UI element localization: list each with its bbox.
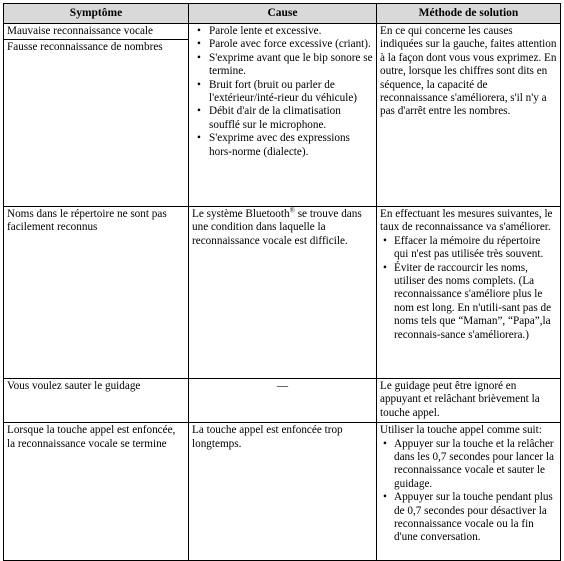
list-item: • S'exprime avec des expressions hors-norme (dialecte).: [192, 132, 373, 159]
cause-cell: [189, 24, 377, 207]
cause-text-part: se trouve dans une condition dans laquelle la reconnaissance vocale est difficile.: [192, 208, 362, 247]
header-symptom: Symptôme: [4, 4, 189, 24]
list-item: • Bruit fort (bruit ou parler de l'extérieur/inté-rieur du véhicule): [192, 79, 373, 106]
symptom-text: Vous voulez sauter le guidage: [7, 380, 141, 392]
symptom-cell: [4, 423, 189, 561]
symptom-text: Fausse reconnaissance de nombres: [4, 39, 188, 55]
cause-text-part: Le système Bluetooth: [192, 208, 290, 220]
table-row: [4, 423, 561, 561]
symptom-cell: [4, 379, 189, 423]
cause-list: [192, 25, 373, 159]
symptom-text: Lorsque la touche appel est enfoncée, la reconnaissance vocale se termine: [7, 424, 176, 450]
cause-text: [192, 208, 373, 248]
cause-text: La touche appel est enfoncée trop longtemps.: [192, 424, 343, 450]
solution-cell: [377, 379, 561, 423]
symptom-text: Mauvaise reconnaissance vocale: [7, 25, 153, 37]
solution-list: [380, 235, 557, 342]
solution-list: [380, 438, 557, 545]
symptom-cell: [4, 207, 189, 379]
troubleshooting-table: [3, 3, 561, 561]
list-item: • Appuyer sur la touche et la relâcher dans les 0,7 secondes pour lancer la reconnaissance vocale et sauter le guidage.: [380, 438, 557, 492]
table-row: [4, 379, 561, 423]
header-solution: Méthode de solution: [377, 4, 561, 24]
header-cause: Cause: [189, 4, 377, 24]
list-item: • S'exprime avant que le bip sonore se termine.: [192, 52, 373, 79]
cause-cell: —: [189, 379, 377, 423]
solution-cell: [377, 207, 561, 379]
cause-cell: [189, 423, 377, 561]
table-row: [4, 24, 561, 207]
table-header-row: [4, 4, 561, 24]
list-item: • Éviter de raccourcir les noms, utiliser des noms complets. (La reconnaissance s'améliore plus le nom est long. En n'utili-sant pas de noms tels que “Maman”, “Papa”,la reconnais-sance s'améliorera.): [380, 262, 557, 342]
symptom-cell: [4, 24, 189, 207]
cause-cell: [189, 207, 377, 379]
table-row: [4, 207, 561, 379]
list-item: • Parole lente et excessive.: [192, 25, 373, 38]
solution-text: En ce qui concerne les causes indiquées sur la gauche, faites attention à la façon dont vous vous exprimez. En outre, lorsque les chiffres sont dits en séquence, la capacité de reconnaissance s'améliorera, s'il n'y a pas d'arrêt entre les nombres.: [380, 25, 557, 118]
list-item: • Appuyer sur la touche pendant plus de 0,7 secondes pour désactiver la reconnaissance vocale ou la fin d'une conversation.: [380, 491, 557, 545]
registered-mark: ®: [289, 206, 295, 215]
solution-intro: En effectuant les mesures suivantes, le taux de reconnaissance va s'améliorer.: [380, 208, 553, 234]
list-item: • Parole avec force excessive (criant).: [192, 38, 373, 51]
solution-cell: [377, 24, 561, 207]
list-item: • Débit d'air de la climatisation soufflé sur le microphone.: [192, 105, 373, 132]
symptom-text: Noms dans le répertoire ne sont pas facilement reconnus: [7, 208, 167, 234]
solution-text: Le guidage peut être ignoré en appuyant et relâchant brièvement la touche appel.: [380, 380, 540, 419]
solution-cell: [377, 423, 561, 561]
solution-intro: Utiliser la touche appel comme suit:: [380, 424, 542, 437]
list-item: • Effacer la mémoire du répertoire qui n'est pas utilisée très souvent.: [380, 235, 557, 262]
